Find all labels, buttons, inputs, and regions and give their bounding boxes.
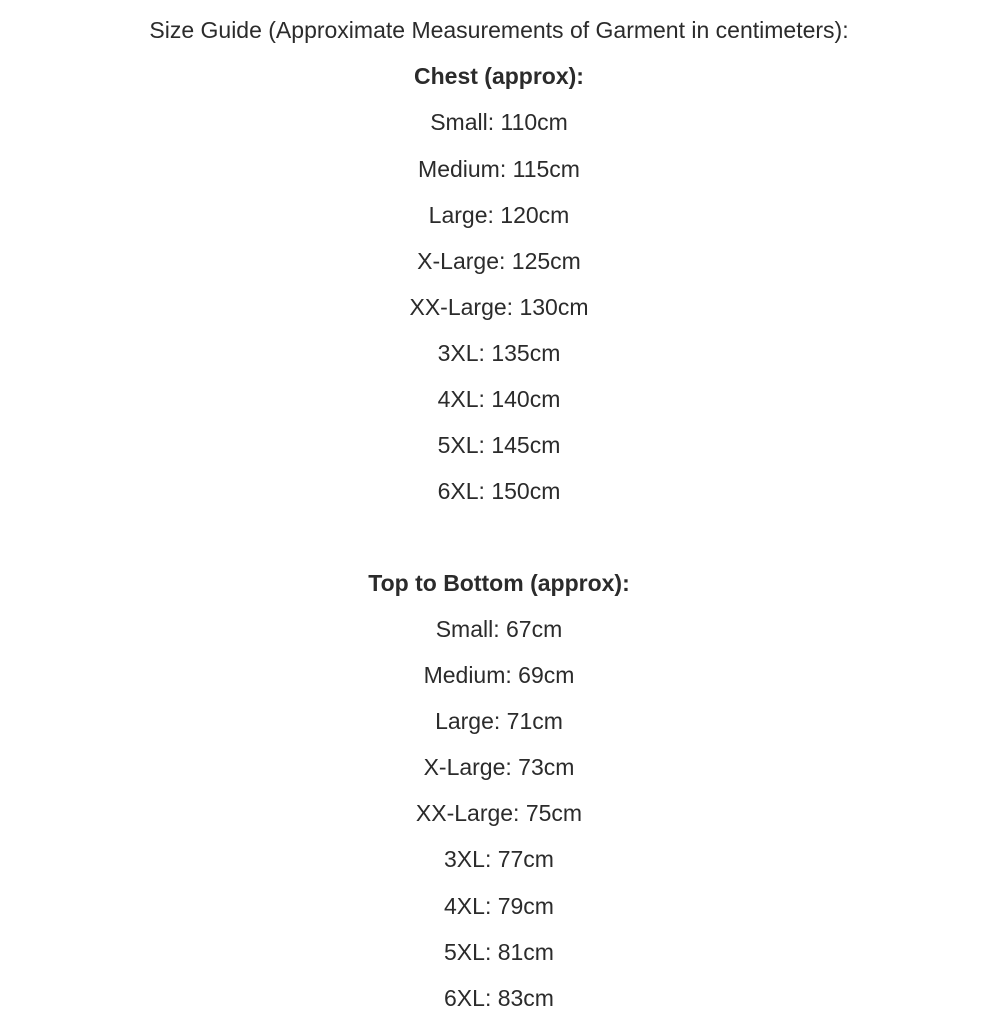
chest-size-item: 3XL: 135cm xyxy=(437,340,561,366)
chest-size-item: Large: 120cm xyxy=(428,202,570,228)
length-size-item: Large: 71cm xyxy=(435,708,563,734)
chest-size-item: XX-Large: 130cm xyxy=(409,294,589,320)
length-heading: Top to Bottom (approx): xyxy=(368,570,630,596)
chest-size-item: X-Large: 125cm xyxy=(417,248,581,274)
chest-size-item: 4XL: 140cm xyxy=(437,386,561,412)
length-size-item: XX-Large: 75cm xyxy=(415,800,583,826)
length-size-item: 3XL: 77cm xyxy=(444,846,554,872)
size-guide-intro: Size Guide (Approximate Measurements of Garment in centimeters): xyxy=(149,17,849,43)
chest-size-item: 5XL: 145cm xyxy=(437,432,561,458)
chest-size-item: Medium: 115cm xyxy=(418,156,580,182)
chest-size-item: 6XL: 150cm xyxy=(437,478,561,504)
length-size-item: Small: 67cm xyxy=(435,616,563,642)
length-size-item: 4XL: 79cm xyxy=(444,893,554,919)
length-size-item: 5XL: 81cm xyxy=(444,939,554,965)
length-size-item: X-Large: 73cm xyxy=(423,754,575,780)
chest-heading: Chest (approx): xyxy=(414,63,584,89)
length-size-item: Medium: 69cm xyxy=(423,662,575,688)
length-size-item: 6XL: 83cm xyxy=(444,985,554,1011)
chest-size-item: Small: 110cm xyxy=(430,109,568,135)
